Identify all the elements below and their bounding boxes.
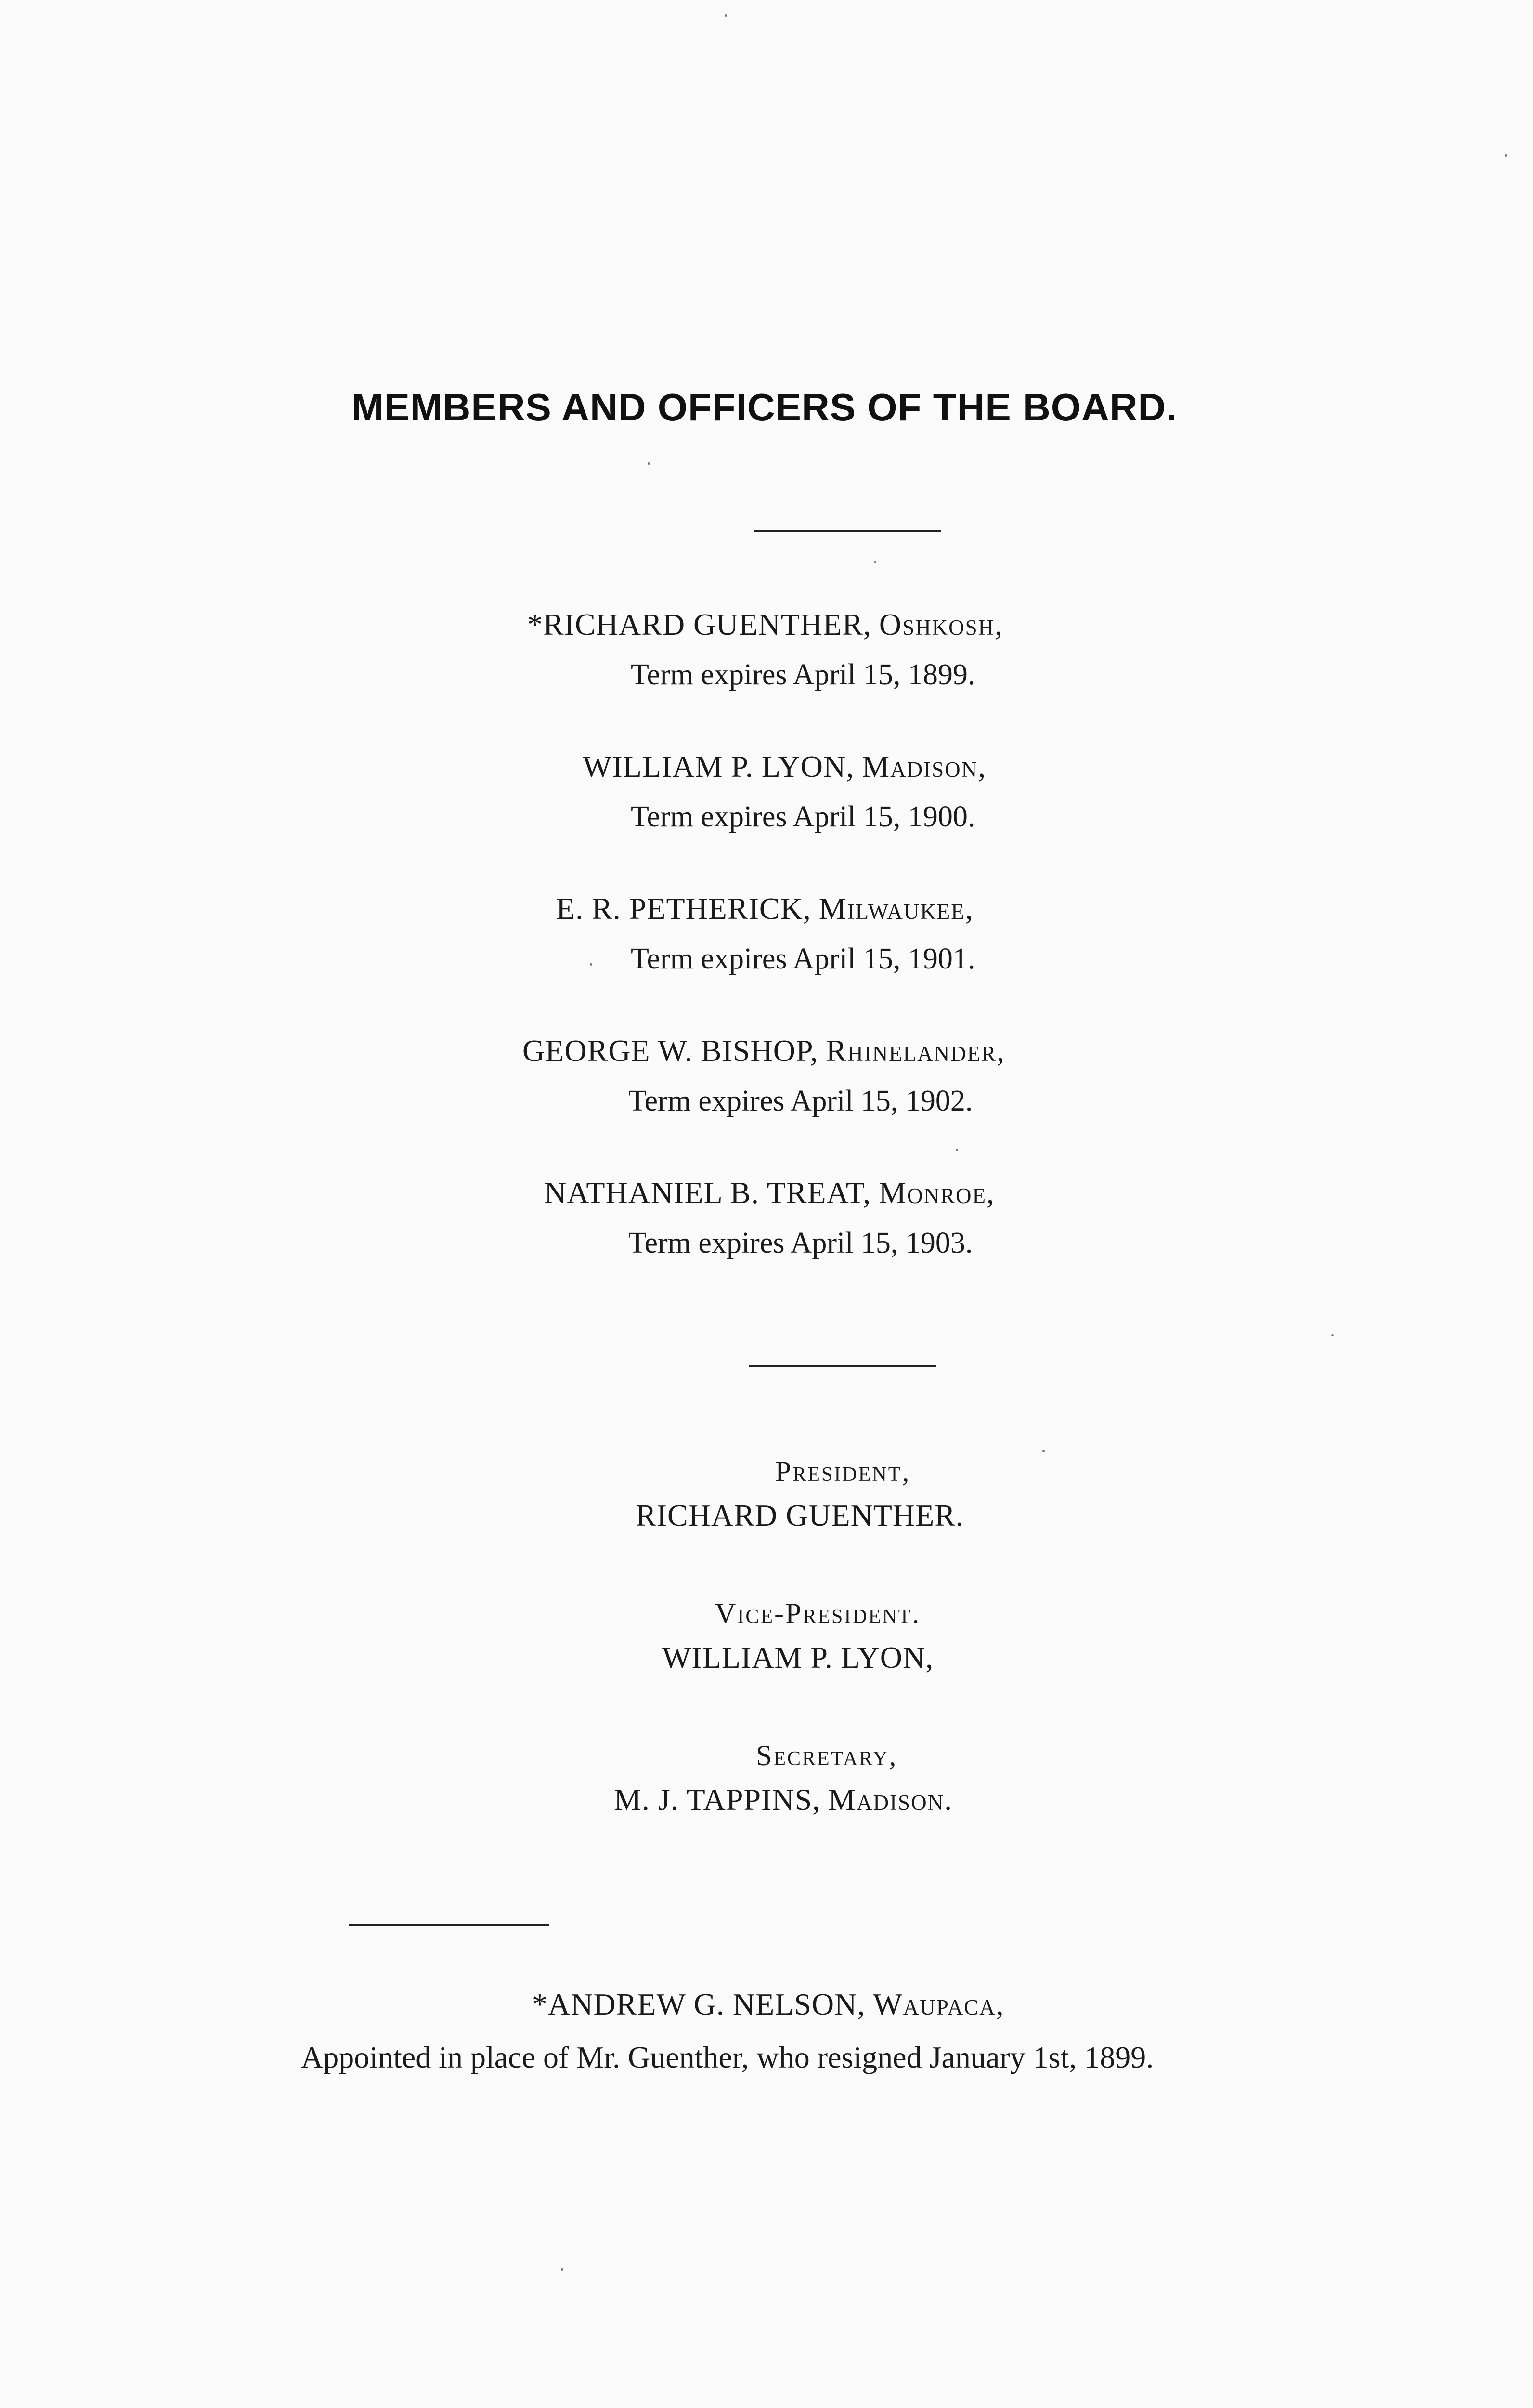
scan-speck <box>648 462 650 465</box>
president-role: President, <box>775 1455 911 1487</box>
member-city: Monroe, <box>879 1176 995 1210</box>
member-term: Term expires April 15, 1900. <box>631 800 975 833</box>
scan-speck <box>956 1149 958 1151</box>
member-term: Term expires April 15, 1902. <box>628 1085 973 1117</box>
footnote-member-name: *ANDREW G. NELSON, <box>532 1987 866 2021</box>
member-term: Term expires April 15, 1899. <box>631 658 975 691</box>
scan-speck <box>1505 154 1507 157</box>
member-name: *RICHARD GUENTHER, <box>527 607 871 641</box>
member-name: NATHANIEL B. TREAT, <box>544 1176 871 1210</box>
divider-rule <box>749 1365 936 1367</box>
member-entry-name <box>583 751 987 782</box>
vice-president-name: WILLIAM P. LYON, <box>662 1640 934 1675</box>
divider-rule <box>754 530 941 532</box>
member-term: Term expires April 15, 1903. <box>628 1227 973 1259</box>
footnote-rule <box>349 1924 549 1926</box>
scan-speck <box>874 561 876 563</box>
secretary-entry <box>614 1784 953 1815</box>
footnote-text: Appointed in place of Mr. Guenther, who resigned January 1st, 1899. <box>301 2040 1154 2074</box>
secretary-name: M. J. TAPPINS, <box>614 1782 821 1817</box>
member-name: WILLIAM P. LYON, <box>583 749 855 784</box>
member-city: Madison, <box>862 749 987 784</box>
member-entry-name <box>522 1035 1005 1066</box>
footnote-member-city: Waupaca, <box>873 1987 1005 2021</box>
member-city: Rhinelander, <box>826 1034 1006 1068</box>
scan-speck <box>561 2268 563 2271</box>
vice-president-role: Vice-President. <box>715 1597 921 1629</box>
member-name: E. R. PETHERICK, <box>556 891 811 926</box>
member-city: Oshkosh, <box>879 607 1004 641</box>
secretary-role: Secretary, <box>756 1740 898 1771</box>
member-term: Term expires April 15, 1901. <box>631 942 975 975</box>
scan-speck <box>590 963 592 966</box>
scan-speck <box>725 14 727 17</box>
member-entry-name <box>556 893 974 924</box>
member-entry-name <box>544 1178 995 1208</box>
secretary-city: Madison. <box>828 1782 953 1817</box>
member-name: GEORGE W. BISHOP, <box>522 1034 818 1068</box>
footnote-entry <box>532 1989 1005 2020</box>
scan-speck <box>1331 1334 1334 1336</box>
member-entry-name <box>527 609 1003 640</box>
member-city: Milwaukee, <box>818 891 974 926</box>
president-name: RICHARD GUENTHER. <box>636 1498 964 1532</box>
page-title: MEMBERS AND OFFICERS OF THE BOARD. <box>351 386 1178 429</box>
scan-speck <box>1042 1450 1045 1452</box>
